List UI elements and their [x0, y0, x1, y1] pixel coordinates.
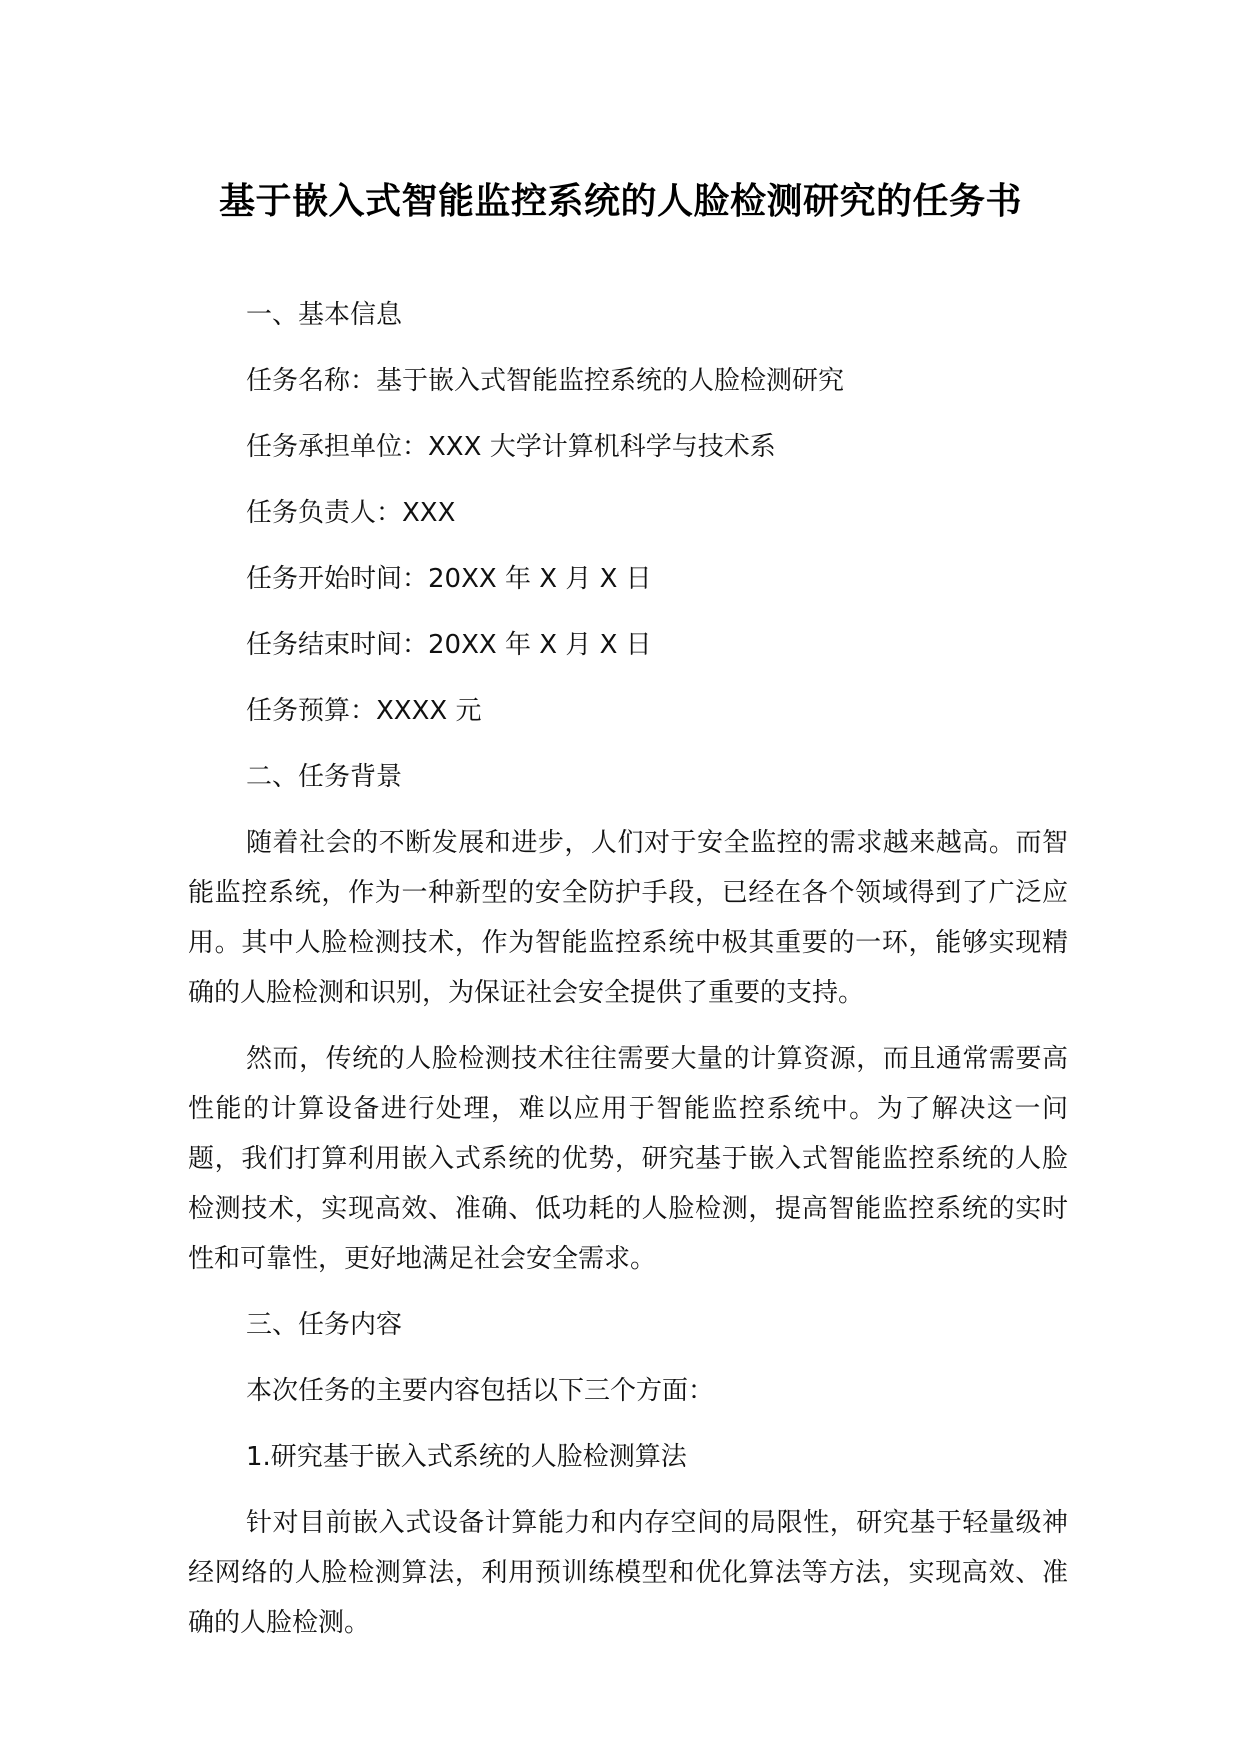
task-unit-line: 任务承担单位：XXX 大学计算机科学与技术系 — [246, 432, 776, 462]
content-intro-line: 本次任务的主要内容包括以下三个方面： — [246, 1376, 715, 1406]
task-end-line: 任务结束时间：20XX 年 X 月 X 日 — [246, 630, 652, 660]
document-title: 基于嵌入式智能监控系统的人脸检测研究的任务书 — [218, 181, 1022, 222]
task-name-line: 任务名称：基于嵌入式智能监控系统的人脸检测研究 — [246, 366, 845, 396]
task-start-line: 任务开始时间：20XX 年 X 月 X 日 — [246, 564, 652, 594]
background-paragraph-2: 然而，传统的人脸检测技术往往需要大量的计算资源，而且通常需要高性能的计算设备进行处理，难以应用于智能监控系统中。为了解决这一问题，我们打算利用嵌入式系统的优势，研究基于嵌入式智能监控系统的人脸检测技术，实现高效、准确、低功耗的人脸检测，提高智能监控系统的实时性和可靠性，更好地满足社会安全需求。 — [188, 1044, 1068, 1274]
document-body — [188, 290, 1068, 1664]
content-item-1-heading: 1.研究基于嵌入式系统的人脸检测算法 — [246, 1442, 687, 1472]
task-leader-line: 任务负责人：XXX — [246, 498, 456, 528]
section-heading-basic-info: 一、基本信息 — [246, 300, 403, 330]
task-budget-line: 任务预算：XXXX 元 — [246, 696, 482, 726]
section-heading-background: 二、任务背景 — [246, 762, 403, 792]
background-paragraph-1: 随着社会的不断发展和进步，人们对于安全监控的需求越来越高。而智能监控系统，作为一种新型的安全防护手段，已经在各个领域得到了广泛应用。其中人脸检测技术，作为智能监控系统中极其重要的一环，能够实现精确的人脸检测和识别，为保证社会安全提供了重要的支持。 — [188, 828, 1068, 1008]
content-item-1-paragraph: 针对目前嵌入式设备计算能力和内存空间的局限性，研究基于轻量级神经网络的人脸检测算法，利用预训练模型和优化算法等方法，实现高效、准确的人脸检测。 — [188, 1508, 1068, 1638]
section-heading-content: 三、任务内容 — [246, 1310, 403, 1340]
